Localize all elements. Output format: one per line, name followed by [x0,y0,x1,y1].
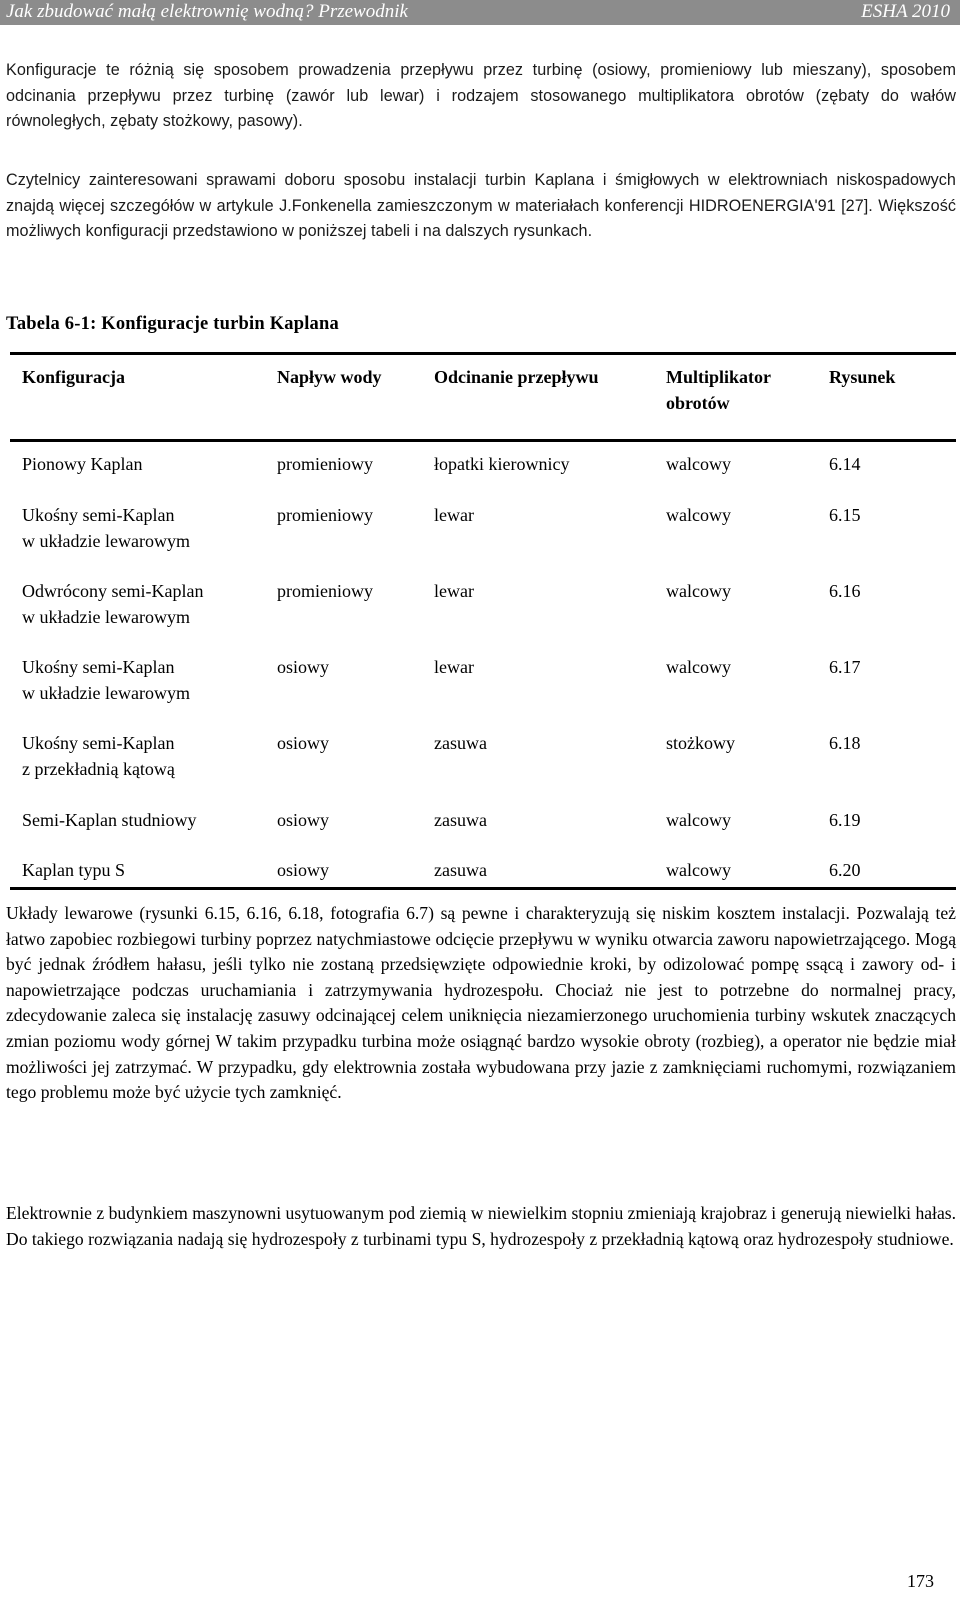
cell-figure: 6.19 [829,810,861,830]
cell-multiplier: walcowy [666,810,731,830]
cell-inflow: osiowy [277,860,330,880]
cell-shutoff: lewar [434,657,474,677]
cell-figure: 6.20 [829,860,861,880]
header-cell-inflow: Napływ wody [277,367,382,387]
header-cell-multiplier: Multiplikator obrotów [666,367,772,413]
paragraph-underground: Elektrownie z budynkiem maszynowni usytuowanym pod ziemią w niewielkim stopniu zmieniają krajobraz i generują niewielki hałas. Do takiego rozwiązania nadają się hydrozespoły z turbinami typu S, hydrozespoły z przekładnią kątową oraz hydrozespoły studniowe. [6,1203,956,1249]
paragraph-siphon-systems: Układy lewarowe (rysunki 6.15, 6.16, 6.18, fotografia 6.7) są pewne i charakteryzują się niskim kosztem instalacji. Pozwalają też łatwo zapobiec rozbiegowi turbiny poprzez natychmiastowe odcięcie przepływu w wyniku otwarcia zaworu napowietrzającego. Mogą być jednak źródłem hałasu, jeśli tylko nie zostaną przedsięwzięte odpowiednie kroki, by odizolować pompę ssącą i zawory od- i napowietrzające podczas uruchamiania i zatrzymywania hydrozespołu. Chociaż nie jest to potrzebne do normalnej pracy, zdecydowanie zaleca się instalację zasuwy odcinającej celem uniknięcia niezamierzonego uruchomienia turbiny wskutek znaczących zmian poziomu wody górnej W takim przypadku turbina może osiągnąć bardzo wysokie obroty (rozbieg), a operator nie będzie miał możliwości jej zatrzymać. W przypadku, gdy elektrownia została wybudowana przy jazie z zamknięciami ruchomymi, rozwiązaniem tego problemu może być użycie tych zamknięć. [6,903,956,1103]
cell-configuration: Semi-Kaplan studniowy [22,810,197,830]
cell-shutoff: lewar [434,505,474,525]
cell-multiplier: walcowy [666,581,731,601]
cell-figure: 6.17 [829,657,861,677]
running-header [0,0,960,25]
paragraph-readers: Czytelnicy zainteresowani sprawami doboru sposobu instalacji turbin Kaplana i śmigłowych w elektrowniach niskospadowych znajdą więcej szczegółów w artykule J.Fonkenella zamieszczonym w materiałach konferencji HIDROENERGIA'91 [27]. Większość możliwych konfiguracji przedstawiono w poniższej tabeli i na dalszych rysunkach. [6,171,956,241]
page-number: 173 [907,1571,934,1591]
publisher-year: ESHA 2010 [861,1,950,22]
cell-shutoff: zasuwa [434,860,487,880]
cell-figure: 6.18 [829,733,861,753]
table-body [10,442,956,887]
cell-figure: 6.16 [829,581,861,601]
cell-configuration: Pionowy Kaplan [22,454,143,474]
cell-shutoff: zasuwa [434,810,487,830]
header-cell-configuration: Konfiguracja [22,367,125,387]
cell-shutoff: łopatki kierownicy [434,454,570,474]
cell-inflow: osiowy [277,810,330,830]
cell-inflow: promieniowy [277,581,373,601]
cell-configuration: Kaplan typu S [22,860,125,880]
header-cell-figure: Rysunek [829,367,896,387]
cell-shutoff: zasuwa [434,733,487,753]
table-header-row [10,355,956,442]
kaplan-configurations-table [10,352,956,890]
cell-configuration: Odwrócony semi-Kaplan w układzie lewarowym [22,581,204,627]
book-title: Jak zbudować małą elektrownię wodną? Przewodnik [6,1,408,22]
cell-inflow: osiowy [277,657,330,677]
paragraph-configurations: Konfiguracje te różnią się sposobem prowadzenia przepływu przez turbinę (osiowy, promieniowy lub mieszany), sposobem odcinania przepływu przez turbinę (zawór lub lewar) i rodzajem stosowanego multiplikatora obrotów (zębaty do wałów równoległych, zębaty stożkowy, pasowy). [6,61,956,131]
cell-shutoff: lewar [434,581,474,601]
cell-configuration: Ukośny semi-Kaplan w układzie lewarowym [22,657,190,703]
cell-figure: 6.14 [829,454,861,474]
cell-multiplier: walcowy [666,860,731,880]
cell-multiplier: walcowy [666,505,731,525]
cell-inflow: promieniowy [277,454,373,474]
header-cell-shutoff: Odcinanie przepływu [434,367,599,387]
cell-multiplier: walcowy [666,454,731,474]
table-title: Tabela 6-1: Konfiguracje turbin Kaplana [6,314,339,334]
cell-inflow: promieniowy [277,505,373,525]
cell-multiplier: walcowy [666,657,731,677]
cell-multiplier: stożkowy [666,733,735,753]
cell-configuration: Ukośny semi-Kaplan w układzie lewarowym [22,505,190,551]
cell-inflow: osiowy [277,733,330,753]
cell-figure: 6.15 [829,505,861,525]
cell-configuration: Ukośny semi-Kaplan z przekładnią kątową [22,733,175,779]
